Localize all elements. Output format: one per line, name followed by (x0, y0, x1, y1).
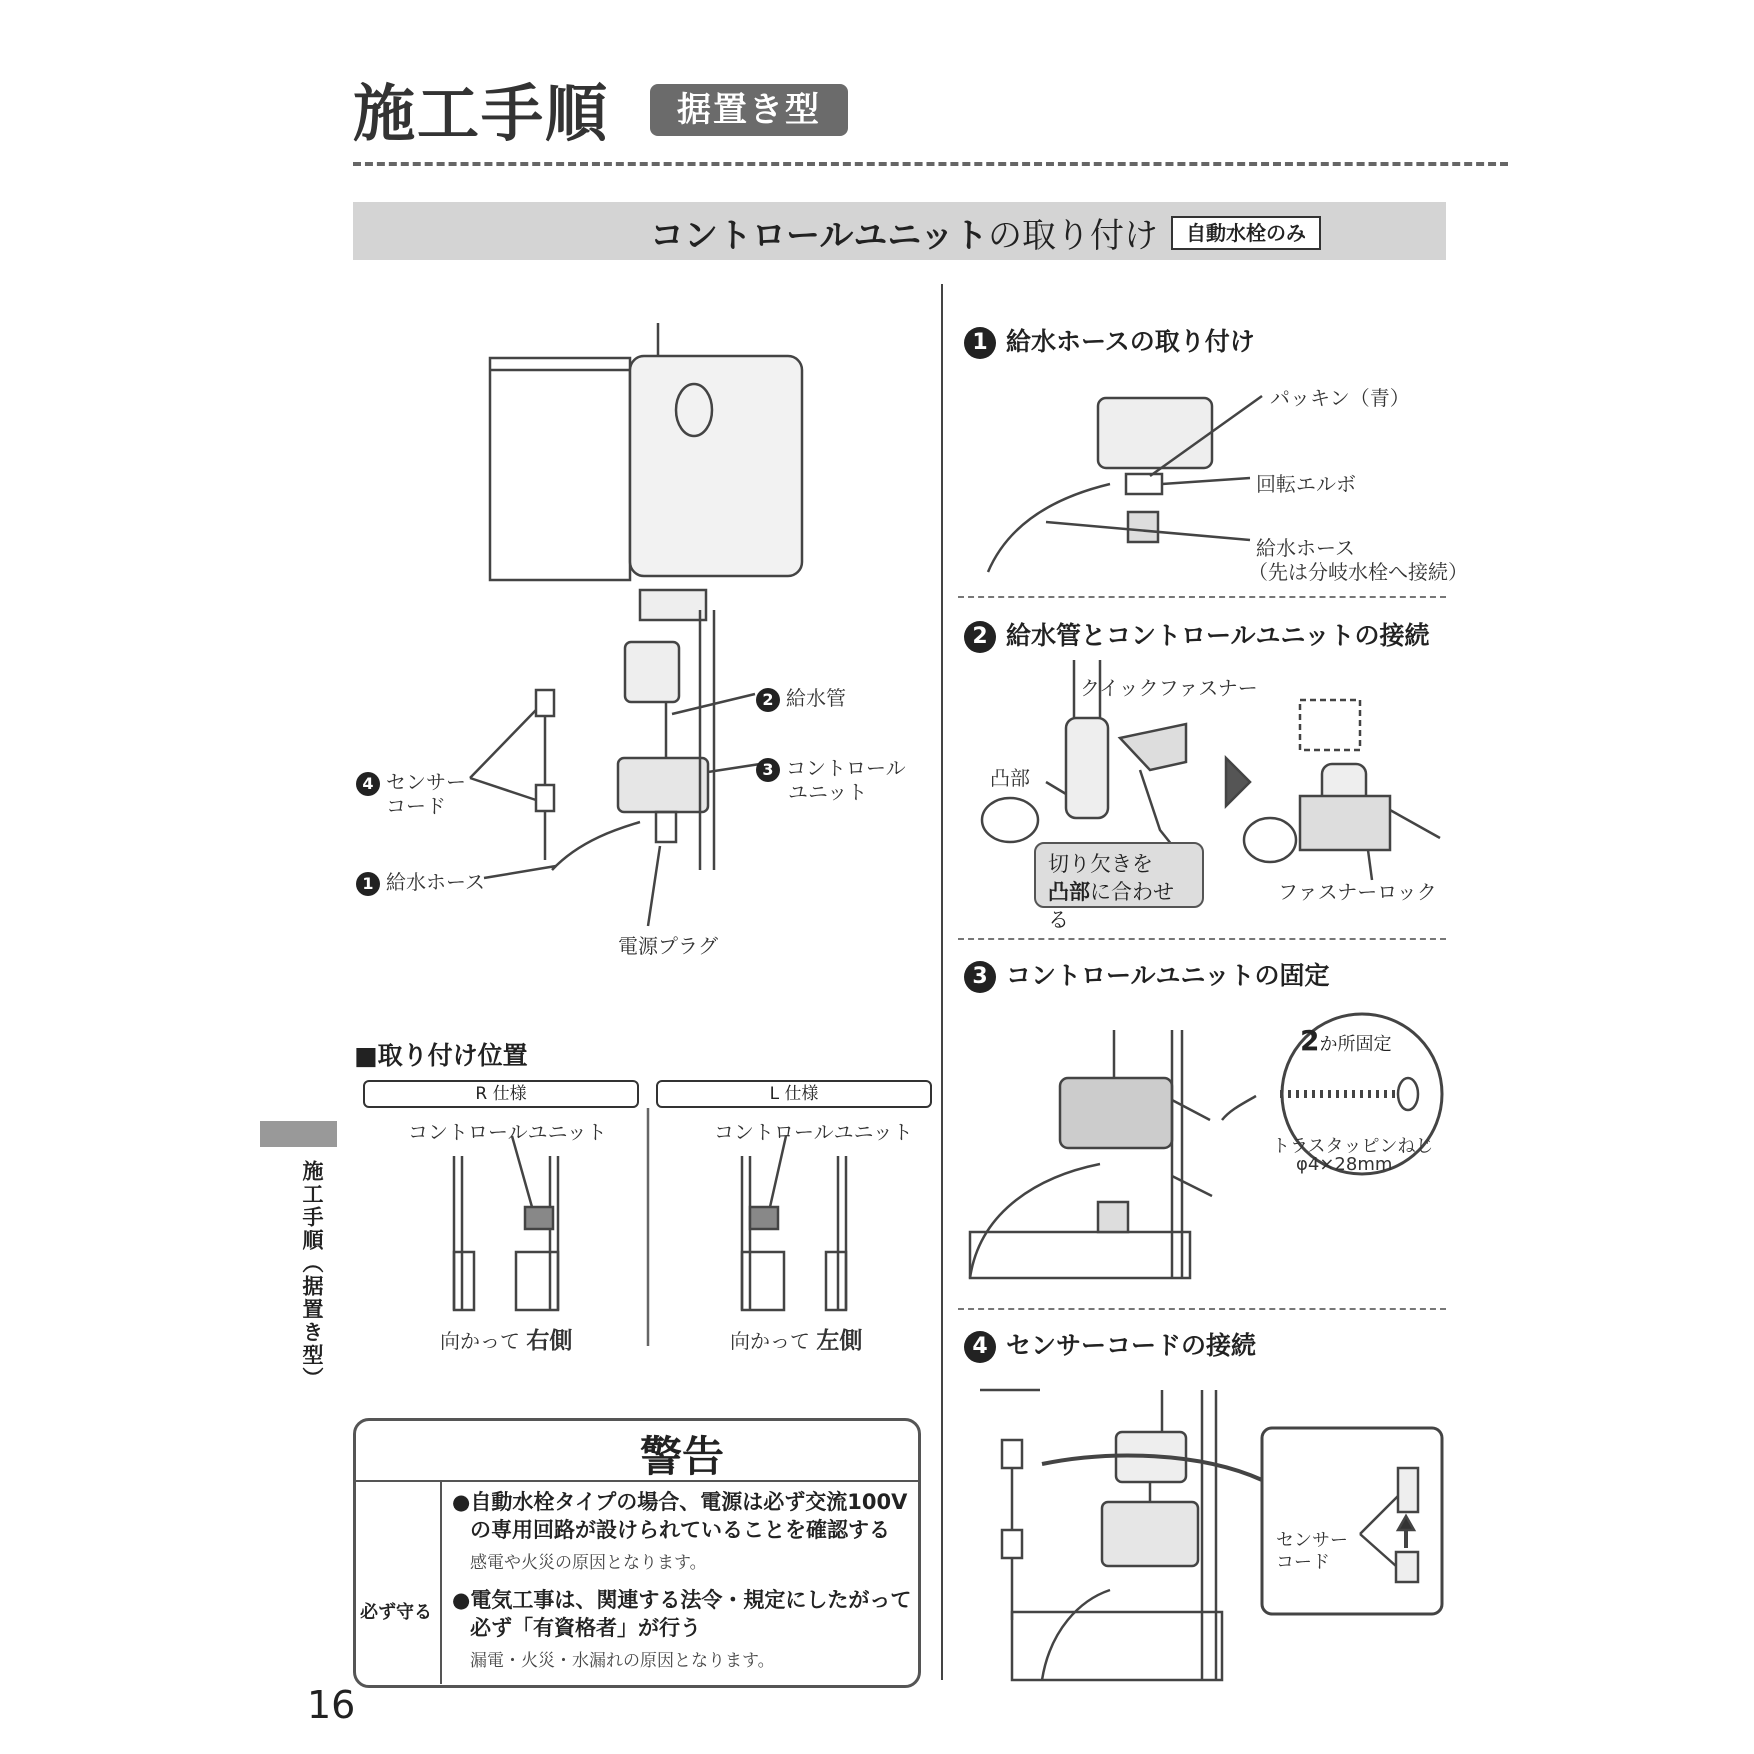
page-title: 施工手順 (353, 77, 610, 150)
warning-note-2: 漏電・火災・水漏れの原因となります。 (470, 1651, 775, 1671)
label-sensor-cord-2: コード (386, 794, 446, 818)
warning-note-1: 感電や火災の原因となります。 (470, 1553, 707, 1573)
label-boss: 凸部 (990, 766, 1030, 790)
must-label: 必ず守る (360, 1602, 432, 1623)
step-divider-3 (958, 1308, 1446, 1310)
r-unit-label: コントロールユニット (408, 1120, 607, 1144)
l-unit-label: コントロールユニット (714, 1120, 913, 1144)
r-spec-box: R 仕様 (363, 1080, 639, 1108)
label-packing: パッキン（青） (1270, 386, 1410, 410)
label-sensor-cord: 4 センサー (356, 766, 466, 796)
step-3-heading: 3 コントロールユニットの固定 (964, 956, 1330, 993)
label-fastener: クイックファスナー (1080, 676, 1258, 700)
label-elbow: 回転エルボ (1256, 472, 1356, 496)
only-tag: 自動水栓のみ (1171, 216, 1321, 250)
l-spec-box: L 仕様 (656, 1080, 932, 1108)
sensor-detail-box (1262, 1428, 1442, 1614)
fix-count: 2か所固定 (1300, 1024, 1392, 1057)
step1-unit (1098, 398, 1212, 468)
step3-unit (1060, 1078, 1172, 1148)
type-badge: 据置き型 (650, 84, 848, 136)
label-hose-note: （先は分岐水栓へ接続） (1248, 560, 1468, 584)
label-sensor: センサー (1276, 1530, 1348, 1551)
step-divider-2 (958, 938, 1446, 940)
section-title: コントロールユニットの取り付け (650, 216, 1158, 256)
notch-callout: 切り欠きを 凸部に合わせる (1034, 842, 1204, 908)
label-screw-size: φ4×28mm (1296, 1154, 1393, 1175)
trap (640, 590, 706, 620)
side-tab-marker (260, 1121, 337, 1147)
l-side-label: 向かって 左側 (730, 1328, 863, 1354)
label-screw: トラスタッピンねじ (1272, 1136, 1434, 1157)
warning-item-1: ●自動水栓タイプの場合、電源は必ず交流100V の専用回路が設けられていることを確認する (452, 1490, 908, 1542)
label-hose: 給水ホース (1256, 536, 1355, 560)
r-side-label: 向かって 右側 (440, 1328, 573, 1354)
sink-bowl (630, 356, 802, 576)
label-control-unit: 3 コントロール (756, 752, 906, 782)
cabinet-frame (490, 358, 630, 580)
warning-item-2: ●電気工事は、関連する法令・規定にしたがって 必ず「有資格者」が行う (452, 1588, 912, 1640)
control-unit-box (618, 758, 708, 812)
label-supply-hose: 1 給水ホース (356, 866, 485, 896)
warning-title: 警告 (640, 1432, 725, 1481)
label-supply-pipe: 2 給水管 (756, 682, 846, 712)
step-4-heading: 4 センサーコードの接続 (964, 1326, 1256, 1363)
label-control-unit-2: ユニット (788, 780, 868, 804)
warning-separator (440, 1482, 442, 1684)
warning-header (353, 1418, 921, 1482)
label-lock: ファスナーロック (1278, 880, 1437, 904)
side-tab-text: 施工手順（据置き型） (300, 1160, 324, 1390)
page-number: 16 (307, 1683, 356, 1727)
position-heading: ■取り付け位置 (354, 1041, 528, 1070)
label-power-plug: 電源プラグ (618, 934, 718, 958)
label-sensor-2: コード (1276, 1552, 1330, 1573)
step-1-heading: 1 給水ホースの取り付け (964, 322, 1255, 359)
step-2-heading: 2 給水管とコントロールユニットの接続 (964, 616, 1430, 653)
step-divider-1 (958, 596, 1446, 598)
